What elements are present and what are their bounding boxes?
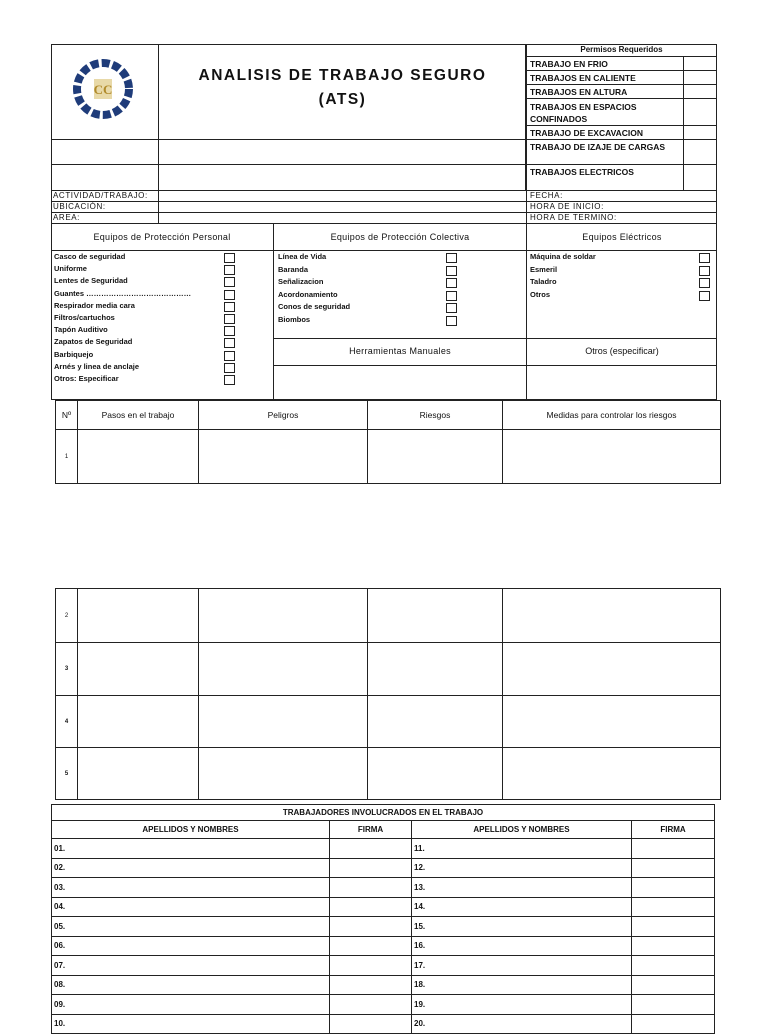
worker-name-left[interactable]: 05.: [52, 917, 330, 937]
info-divider: [526, 190, 527, 224]
epc-item-label: Línea de Vida: [278, 252, 327, 261]
step-medidas-cell[interactable]: [503, 589, 721, 643]
header-blank-row-1: [51, 139, 526, 165]
electricos-item-label: Máquina de soldar: [530, 252, 596, 261]
permit-frio: TRABAJO EN FRIO: [530, 59, 608, 69]
epp-checkbox[interactable]: [224, 326, 235, 336]
table-row: [56, 696, 721, 748]
worker-firma-right[interactable]: [632, 878, 715, 898]
worker-firma-left[interactable]: [330, 995, 412, 1015]
epp-checkbox[interactable]: [224, 253, 235, 263]
info-line: [51, 201, 717, 202]
col-header-number: Nº: [56, 401, 78, 430]
epp-checkbox[interactable]: [224, 363, 235, 373]
worker-firma-left[interactable]: [330, 936, 412, 956]
epp-item-label: Guantes ……………………………………: [54, 288, 192, 298]
epc-item-label: Conos de seguridad: [278, 302, 351, 312]
permit-line: [526, 84, 717, 85]
worker-firma-right[interactable]: [632, 897, 715, 917]
logo-cell: [51, 44, 159, 140]
table-row: [52, 995, 715, 1015]
step-peligros-cell[interactable]: [199, 643, 368, 696]
epp-checkbox[interactable]: [224, 265, 235, 275]
electricos-title: Equipos Eléctricos: [582, 232, 662, 242]
epp-item-label: Arnés y linea de anclaje: [54, 361, 140, 371]
step-pasos-cell[interactable]: [78, 748, 199, 800]
worker-name-right[interactable]: 14.: [412, 897, 632, 917]
table-row: [52, 975, 715, 995]
worker-firma-left[interactable]: [330, 975, 412, 995]
epc-checkbox[interactable]: [446, 278, 457, 288]
workers-body: [52, 839, 715, 1034]
worker-firma-left[interactable]: [330, 917, 412, 937]
epp-item-label: Lentes de Seguridad: [54, 276, 128, 286]
info-divider: [158, 190, 159, 224]
step-medidas-cell[interactable]: [503, 643, 721, 696]
worker-firma-right[interactable]: [632, 995, 715, 1015]
page-title: ANALISIS DE TRABAJO SEGURO: [198, 67, 487, 84]
company-logo-icon: [73, 59, 133, 119]
col-header-names-right: APELLIDOS Y NOMBRES: [412, 821, 632, 839]
worker-name-right[interactable]: 19.: [412, 995, 632, 1015]
step-medidas-cell[interactable]: [503, 430, 721, 484]
worker-name-left[interactable]: 07.: [52, 956, 330, 976]
permit-line: [526, 164, 717, 165]
worker-firma-left[interactable]: [330, 858, 412, 878]
workers-table: [51, 804, 715, 1034]
epp-item-label: Casco de seguridad: [54, 252, 126, 261]
step-number: 3: [56, 643, 78, 696]
area-label: AREA:: [53, 213, 81, 222]
permits-check-column-line: [683, 56, 684, 191]
worker-name-left[interactable]: 08.: [52, 975, 330, 995]
step-peligros-cell[interactable]: [199, 589, 368, 643]
tools-top-line: [274, 338, 717, 339]
col-header-medidas: Medidas para controlar los riesgos: [503, 401, 721, 430]
epp-item-label: Filtros/cartuchos: [54, 313, 115, 322]
info-box: [51, 190, 717, 224]
step-pasos-cell[interactable]: [78, 643, 199, 696]
table-row: [52, 956, 715, 976]
permit-electricos: TRABAJOS ELECTRICOS: [530, 167, 634, 177]
worker-firma-right[interactable]: [632, 839, 715, 859]
step-riesgos-cell[interactable]: [368, 696, 503, 748]
ubicacion-label: UBICACIÓN:: [53, 202, 106, 211]
worker-name-left[interactable]: 02.: [52, 858, 330, 878]
table-row: [52, 897, 715, 917]
step-pasos-cell[interactable]: [78, 589, 199, 643]
logo-text: CC: [93, 82, 113, 97]
worker-name-right[interactable]: 12.: [412, 858, 632, 878]
table-row: [56, 748, 721, 800]
worker-name-left[interactable]: 09.: [52, 995, 330, 1015]
col-header-riesgos: Riesgos: [368, 401, 503, 430]
epp-item-label: Otros: Especificar: [54, 374, 119, 383]
electricos-item-label: Taladro: [530, 277, 557, 287]
epc-checkbox[interactable]: [446, 266, 457, 276]
electricos-checkbox[interactable]: [699, 253, 710, 263]
epc-item-label: Baranda: [278, 264, 309, 274]
title-cell: [159, 64, 526, 112]
epc-checkbox[interactable]: [446, 303, 457, 313]
table-row: [52, 878, 715, 898]
steps-table-continued: [55, 588, 721, 800]
fecha-label: FECHA:: [530, 191, 563, 200]
worker-firma-right[interactable]: [632, 956, 715, 976]
worker-name-right[interactable]: 16.: [412, 936, 632, 956]
permits-title: Permisos Requeridos: [580, 45, 663, 54]
permits-title-line: [526, 56, 717, 57]
epp-checkbox[interactable]: [224, 290, 235, 300]
electricos-checkbox[interactable]: [699, 266, 710, 276]
epp-checkbox[interactable]: [224, 314, 235, 324]
herramientas-title: Herramientas Manuales: [349, 346, 451, 356]
table-row: [52, 936, 715, 956]
step-pasos-cell[interactable]: [78, 696, 199, 748]
epc-item-label: Acordonamiento: [278, 289, 338, 299]
table-row: [56, 589, 721, 643]
permit-excavacion: TRABAJO DE EXCAVACION: [530, 128, 644, 138]
step-riesgos-cell[interactable]: [368, 748, 503, 800]
table-row: [52, 917, 715, 937]
epp-checkbox[interactable]: [224, 375, 235, 385]
worker-name-left[interactable]: 03.: [52, 878, 330, 898]
epp-item-label: Respirador media cara: [54, 300, 135, 310]
worker-firma-right[interactable]: [632, 917, 715, 937]
worker-name-right[interactable]: 15.: [412, 917, 632, 937]
table-row: [56, 643, 721, 696]
epp-item-label: Barbiquejo: [54, 349, 94, 359]
worker-name-left[interactable]: 04.: [52, 897, 330, 917]
worker-firma-left[interactable]: [330, 897, 412, 917]
equipment-header-line: [51, 250, 717, 251]
step-peligros-cell[interactable]: [199, 430, 368, 484]
electricos-item-label: Esmeril: [530, 264, 558, 274]
table-row: [56, 430, 721, 484]
epp-checkbox[interactable]: [224, 351, 235, 361]
worker-firma-left[interactable]: [330, 956, 412, 976]
actividad-label: ACTIVIDAD/TRABAJO:: [53, 191, 148, 200]
workers-title: TRABAJADORES INVOLUCRADOS EN EL TRABAJO: [52, 805, 715, 821]
permit-caliente: TRABAJOS EN CALIENTE: [530, 73, 636, 83]
step-riesgos-cell[interactable]: [368, 430, 503, 484]
epc-item-label: Señalizacion: [278, 277, 324, 287]
workers-title-row: [52, 805, 715, 821]
epc-item-label: Biombos: [278, 315, 311, 324]
step-riesgos-cell[interactable]: [368, 589, 503, 643]
permit-confinados: TRABAJOS EN ESPACIOS CONFINADOS: [530, 102, 637, 124]
col-header-names-left: APELLIDOS Y NOMBRES: [52, 821, 330, 839]
worker-name-right[interactable]: 11.: [412, 839, 632, 859]
permit-line: [526, 70, 717, 71]
worker-name-right[interactable]: 13.: [412, 878, 632, 898]
otros-title: Otros (especificar): [585, 346, 659, 356]
col-header-peligros: Peligros: [199, 401, 368, 430]
table-row: [52, 858, 715, 878]
permit-altura: TRABAJOS EN ALTURA: [530, 87, 628, 97]
col-header-pasos: Pasos en el trabajo: [78, 401, 199, 430]
worker-name-left[interactable]: 01.: [52, 839, 330, 859]
step-peligros-cell[interactable]: [199, 748, 368, 800]
page-subtitle: (ATS): [318, 91, 367, 108]
worker-name-left[interactable]: 10.: [52, 1014, 330, 1034]
info-line: [51, 212, 717, 213]
step-number: 2: [56, 589, 78, 643]
permit-line: [526, 98, 717, 99]
epc-checkbox[interactable]: [446, 316, 457, 326]
worker-firma-right[interactable]: [632, 858, 715, 878]
steps-header-row: [56, 401, 721, 430]
epp-checkbox[interactable]: [224, 277, 235, 287]
hora-termino-label: HORA DE TERMINO:: [530, 213, 617, 222]
epc-checkbox[interactable]: [446, 291, 457, 301]
worker-firma-left[interactable]: [330, 878, 412, 898]
epp-title: Equipos de Protección Personal: [93, 232, 231, 242]
step-peligros-cell[interactable]: [199, 696, 368, 748]
permit-line: [526, 139, 717, 140]
col-header-firma-right: FIRMA: [632, 821, 715, 839]
worker-name-right[interactable]: 20.: [412, 1014, 632, 1034]
worker-firma-left[interactable]: [330, 839, 412, 859]
worker-name-right[interactable]: 17.: [412, 956, 632, 976]
epp-checkbox[interactable]: [224, 302, 235, 312]
epp-item-label: Uniforme: [54, 264, 87, 274]
step-number: 1: [56, 430, 78, 484]
header-blank-row-2: [51, 164, 526, 191]
step-number: 5: [56, 748, 78, 800]
electricos-checkbox[interactable]: [699, 278, 710, 288]
epc-checkbox[interactable]: [446, 253, 457, 263]
worker-name-right[interactable]: 18.: [412, 975, 632, 995]
tools-mid-line: [274, 365, 717, 366]
workers-header-row: [52, 821, 715, 839]
col-header-firma-left: FIRMA: [330, 821, 412, 839]
hora-inicio-label: HORA DE INICIO:: [530, 202, 604, 211]
epc-title: Equipos de Protección Colectiva: [330, 232, 470, 242]
step-medidas-cell[interactable]: [503, 696, 721, 748]
electricos-checkbox[interactable]: [699, 291, 710, 301]
table-row: [52, 839, 715, 859]
steps-table: [55, 400, 721, 484]
epp-checkbox[interactable]: [224, 338, 235, 348]
permit-line: [526, 125, 717, 126]
permit-izaje: TRABAJO DE IZAJE DE CARGAS: [530, 142, 666, 152]
epp-item-label: Tapón Auditivo: [54, 325, 108, 335]
electricos-item-label: Otros: [530, 289, 551, 299]
step-riesgos-cell[interactable]: [368, 643, 503, 696]
step-medidas-cell[interactable]: [503, 748, 721, 800]
worker-firma-right[interactable]: [632, 975, 715, 995]
epp-item-label: Zapatos de Seguridad: [54, 337, 133, 347]
step-number: 4: [56, 696, 78, 748]
step-pasos-cell[interactable]: [78, 430, 199, 484]
worker-firma-right[interactable]: [632, 936, 715, 956]
worker-name-left[interactable]: 06.: [52, 936, 330, 956]
